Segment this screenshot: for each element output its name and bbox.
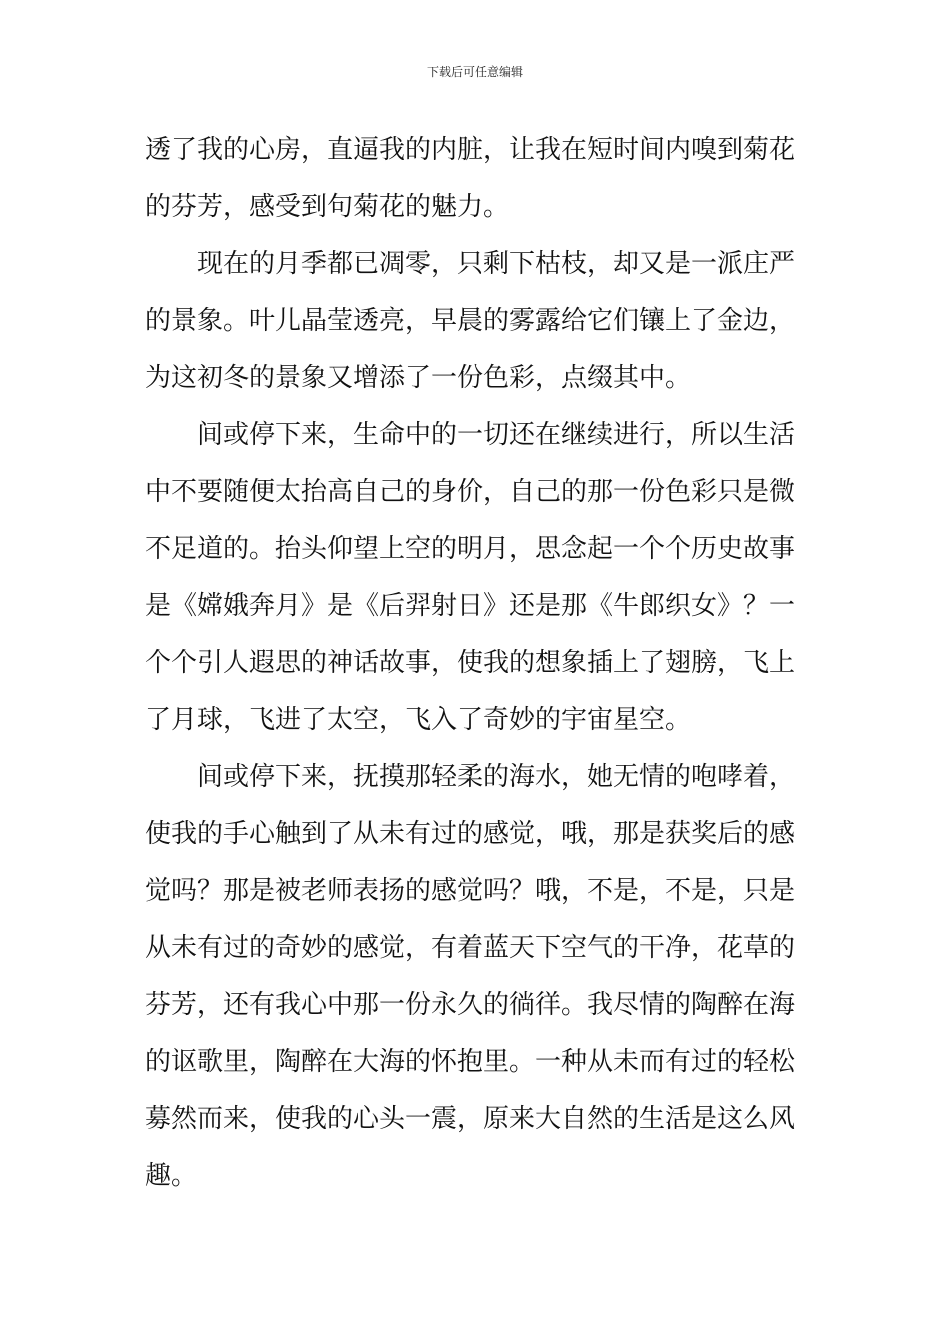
- text-line: 趣。: [145, 1161, 198, 1191]
- body-text: [145, 122, 807, 1205]
- text-line: 为这初冬的景象又增添了一份色彩，点缀其中。: [145, 363, 692, 393]
- text-line: 觉吗？那是被老师表扬的感觉吗？哦，不是，不是，只是: [145, 876, 796, 906]
- text-line: 芬芳，还有我心中那一份永久的徜徉。我尽情的陶醉在海: [145, 990, 796, 1020]
- text-line: 透了我的心房，直逼我的内脏，让我在短时间内嗅到菊花: [145, 135, 796, 165]
- text-line: 从未有过的奇妙的感觉，有着蓝天下空气的干净，花草的: [145, 933, 796, 963]
- text-line: 不足道的。抬头仰望上空的明月，思念起一个个历史故事: [145, 534, 796, 564]
- text-line: 的景象。叶儿晶莹透亮，早晨的雾露给它们镶上了金边，: [145, 306, 796, 336]
- text-line: 是《嫦娥奔月》是《后羿射日》还是那《牛郎织女》？一: [145, 591, 796, 621]
- text-line: 使我的手心触到了从未有过的感觉，哦，那是获奖后的感: [145, 819, 796, 849]
- text-line: 现在的月季都已凋零，只剩下枯枝，却又是一派庄严: [197, 249, 796, 279]
- text-line: 了月球，飞进了太空，飞入了奇妙的宇宙星空。: [145, 705, 692, 735]
- text-line: 募然而来，使我的心头一震，原来大自然的生活是这么风: [145, 1104, 796, 1134]
- text-line: 间或停下来，生命中的一切还在继续进行，所以生活: [197, 420, 796, 450]
- text-line: 的芬芳，感受到句菊花的魅力。: [145, 192, 510, 222]
- text-line: 的讴歌里，陶醉在大海的怀抱里。一种从未而有过的轻松: [145, 1047, 796, 1077]
- text-line: 中不要随便太抬高自己的身价，自己的那一份色彩只是微: [145, 477, 796, 507]
- text-line: 间或停下来，抚摸那轻柔的海水，她无情的咆哮着，: [197, 762, 796, 792]
- page-header: 下载后可任意编辑: [426, 65, 523, 79]
- text-line: 个个引人遐思的神话故事，使我的想象插上了翅膀，飞上: [145, 648, 796, 678]
